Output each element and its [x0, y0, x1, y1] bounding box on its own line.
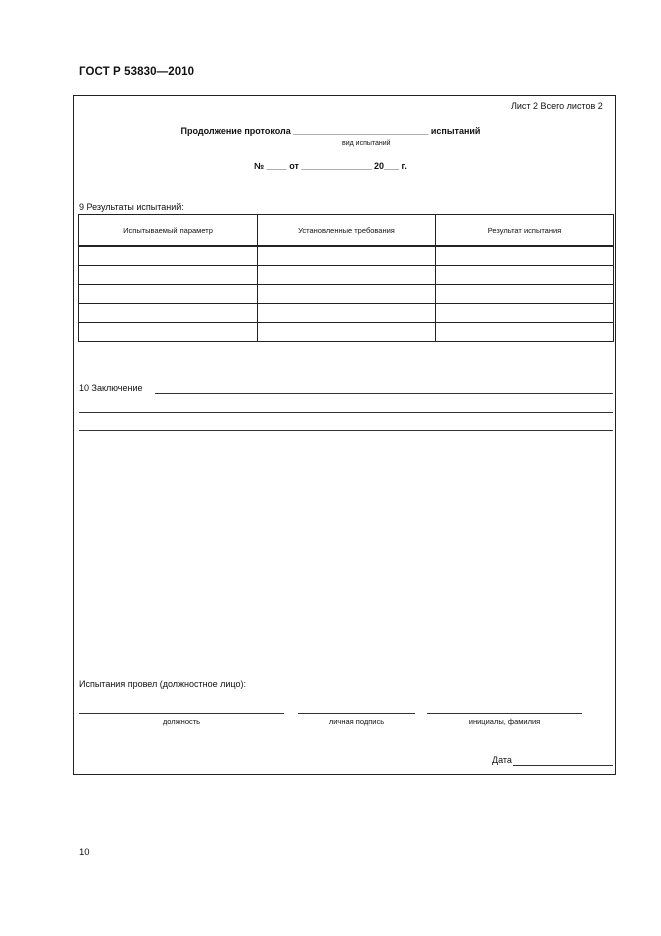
table-cell[interactable]	[258, 266, 436, 285]
protocol-number-line	[0, 161, 661, 171]
continuation-label-end: испытаний	[430, 126, 481, 136]
year-prefix: 20	[373, 161, 384, 171]
table-cell[interactable]	[436, 266, 614, 285]
table-cell[interactable]	[258, 246, 436, 266]
name-line[interactable]	[427, 713, 582, 714]
name-caption: инициалы, фамилия	[468, 717, 541, 726]
results-table	[78, 214, 614, 342]
signature-caption: личная подпись	[328, 717, 385, 726]
date-label: Дата	[492, 755, 512, 765]
table-cell[interactable]	[79, 285, 258, 304]
continuation-line	[0, 126, 661, 136]
table-row	[79, 285, 614, 304]
conclusion-line-2[interactable]	[79, 412, 613, 413]
table-cell[interactable]	[258, 323, 436, 342]
table-cell[interactable]	[79, 266, 258, 285]
column-header-result: Результат испытания	[436, 215, 614, 247]
table-cell[interactable]	[436, 246, 614, 266]
table-cell[interactable]	[258, 304, 436, 323]
table-cell[interactable]	[79, 246, 258, 266]
table-cell[interactable]	[79, 304, 258, 323]
year-field[interactable]: ___	[384, 161, 400, 171]
section-10-title: 10 Заключение	[79, 383, 143, 393]
document-header: ГОСТ Р 53830—2010	[79, 66, 195, 78]
test-type-caption: вид испытаний	[342, 140, 391, 147]
protocol-date-field[interactable]: ______________	[301, 161, 372, 171]
continuation-label-start: Продолжение протокола	[180, 126, 291, 136]
table-cell[interactable]	[436, 323, 614, 342]
table-row	[79, 304, 614, 323]
section-9-title: 9 Результаты испытаний:	[79, 202, 184, 212]
column-header-parameter: Испытываемый параметр	[79, 215, 258, 247]
from-label: от	[289, 161, 299, 171]
column-header-requirements: Установленные требования	[258, 215, 436, 247]
page-number: 10	[79, 847, 90, 858]
test-type-field[interactable]: ___________________________	[293, 126, 429, 136]
protocol-number-field[interactable]: ____	[266, 161, 287, 171]
conclusion-line-1[interactable]	[155, 393, 613, 394]
table-cell[interactable]	[436, 285, 614, 304]
sheet-info: Лист 2 Всего листов 2	[511, 101, 603, 111]
signature-line[interactable]	[298, 713, 415, 714]
year-suffix: г.	[401, 161, 407, 171]
conclusion-line-3[interactable]	[79, 430, 613, 431]
position-caption: должность	[162, 717, 201, 726]
table-row	[79, 266, 614, 285]
table-cell[interactable]	[436, 304, 614, 323]
table-cell[interactable]	[258, 285, 436, 304]
table-cell[interactable]	[79, 323, 258, 342]
signature-lead: Испытания провел (должностное лицо):	[79, 679, 246, 689]
table-header-row	[79, 215, 614, 247]
number-sign: №	[254, 161, 265, 171]
position-line[interactable]	[79, 713, 284, 714]
table-row	[79, 246, 614, 266]
date-line[interactable]	[513, 765, 613, 766]
table-row	[79, 323, 614, 342]
protocol-frame	[73, 95, 616, 775]
